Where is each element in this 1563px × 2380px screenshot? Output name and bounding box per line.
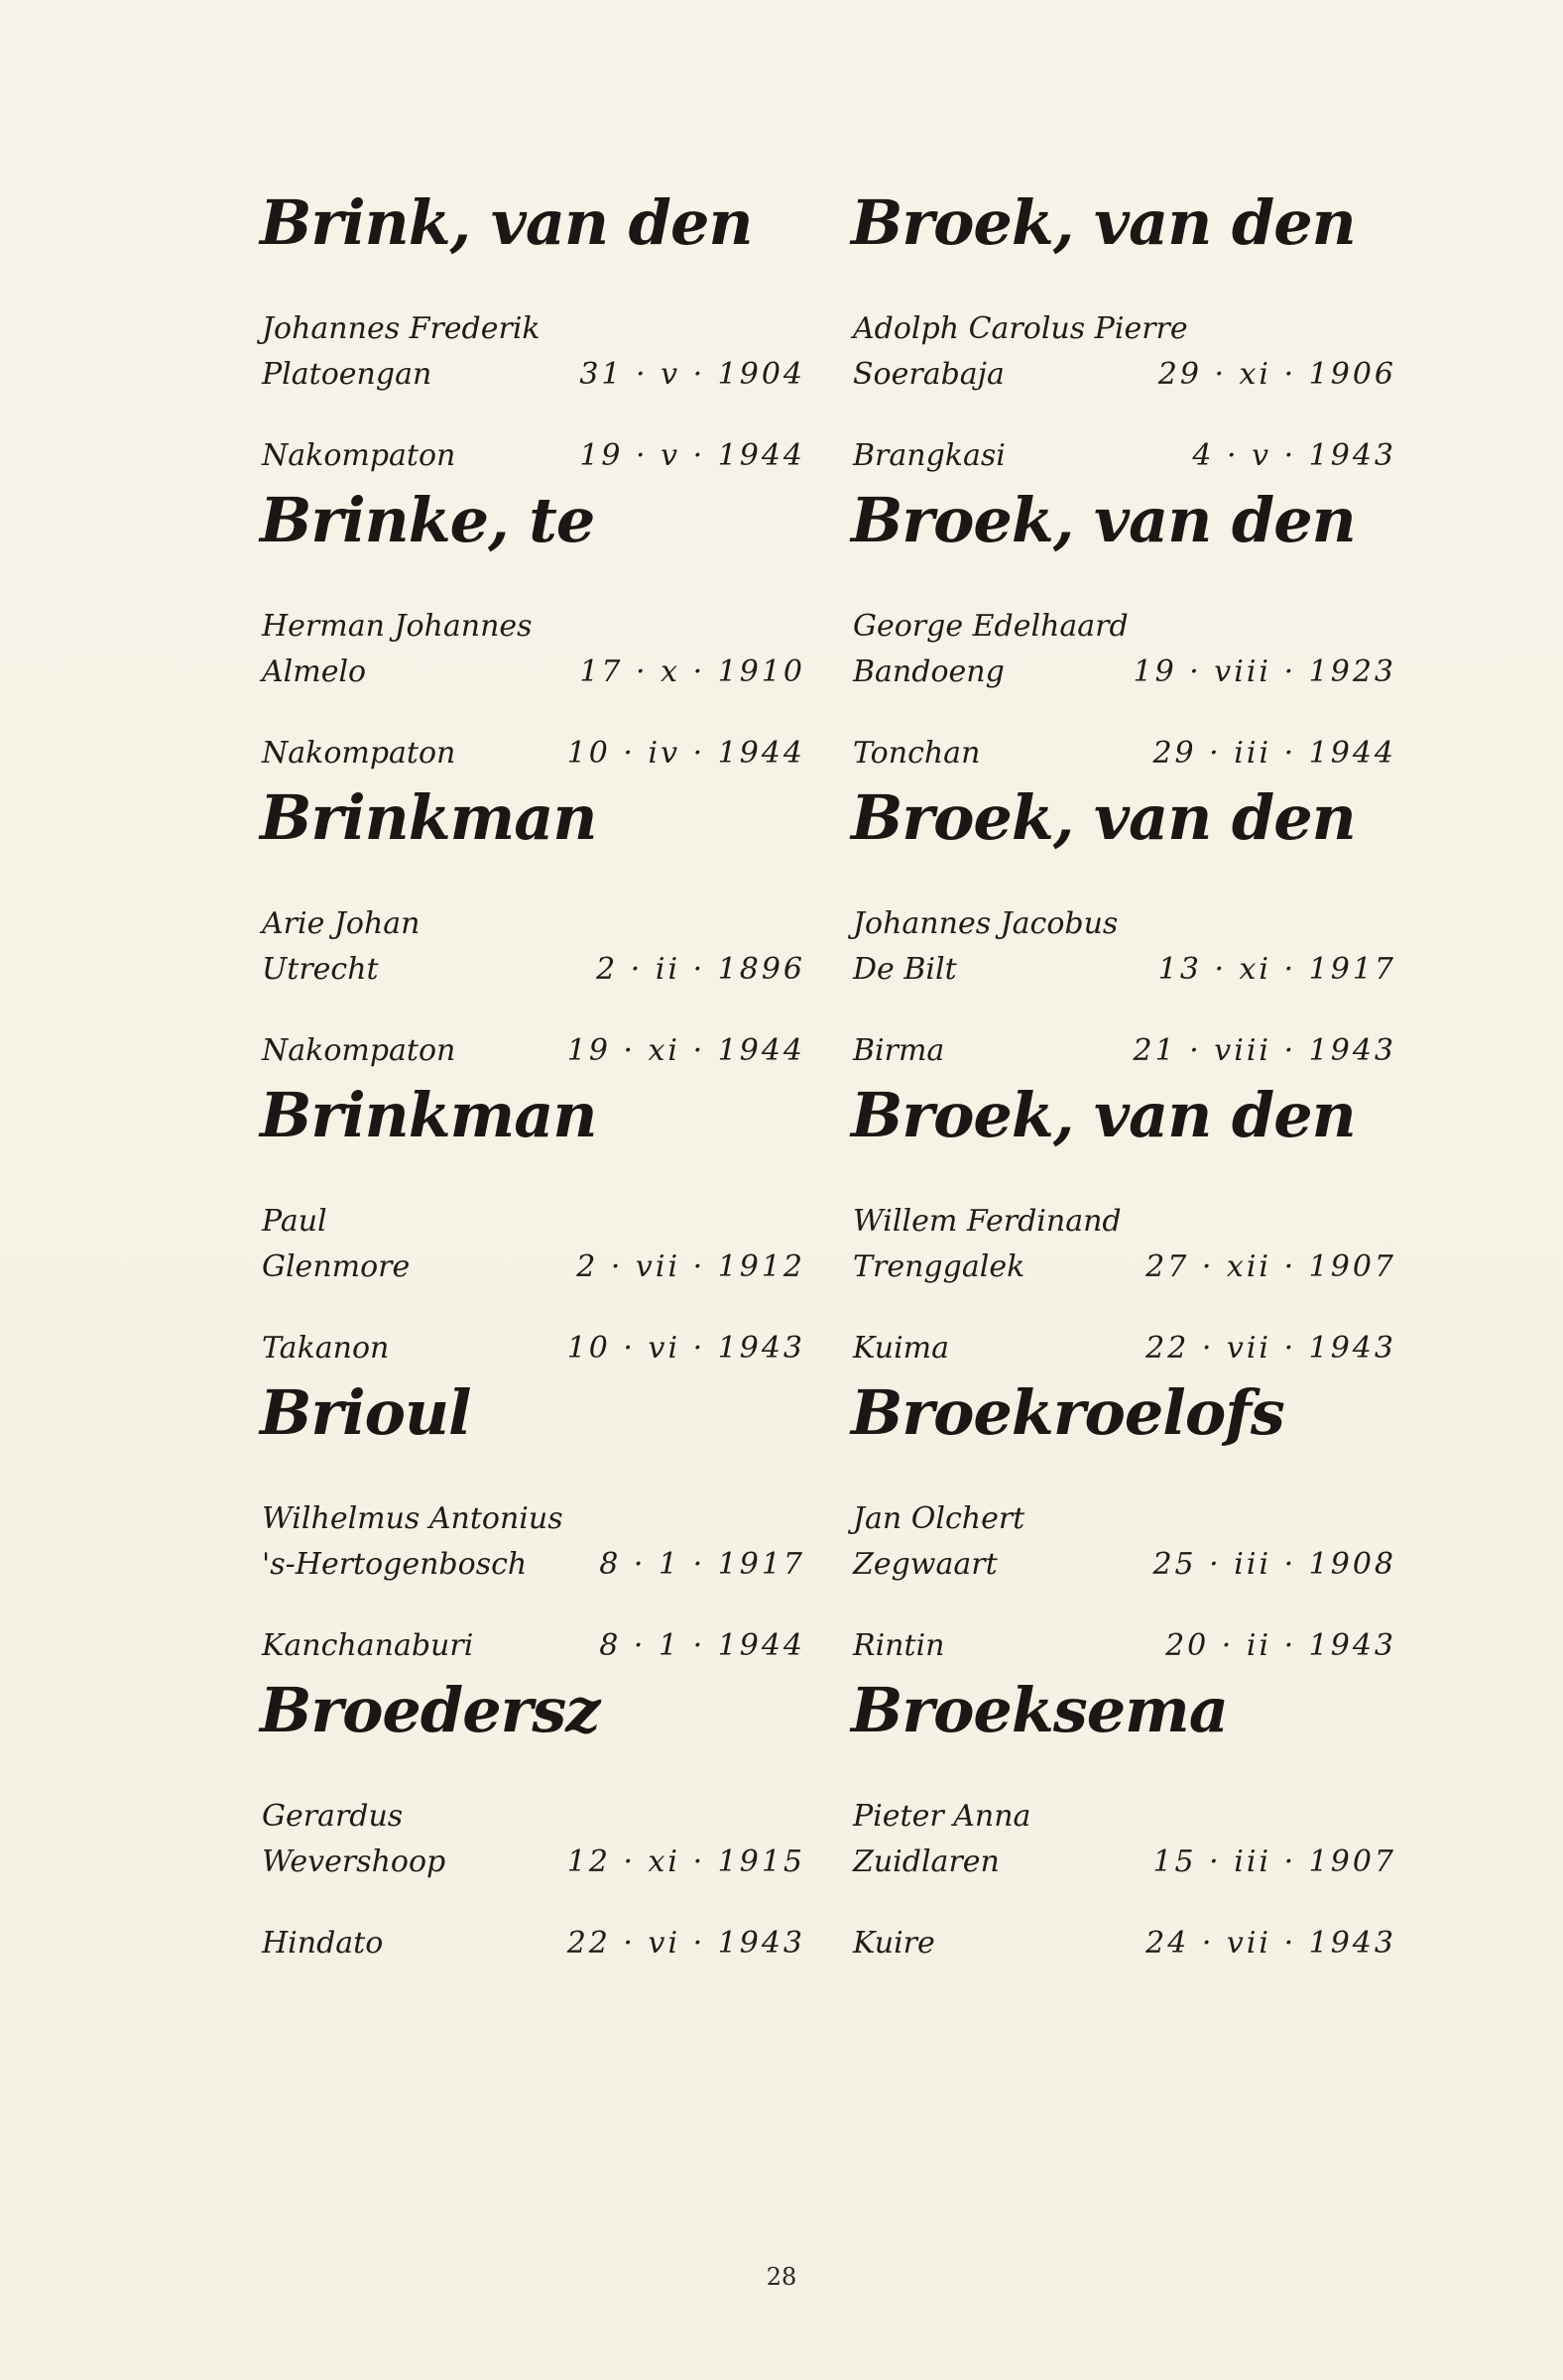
- given-names-text: Johannes Frederik: [262, 311, 541, 346]
- given-names-text: Arie Johan: [262, 906, 421, 941]
- birth-place: Platoengan: [262, 357, 432, 392]
- birth-date: 17 · x · 1910: [579, 654, 805, 689]
- death-place: Tonchan: [853, 736, 981, 771]
- death-place: Nakompaton: [262, 736, 456, 771]
- death-place: Takanon: [262, 1331, 390, 1366]
- birth-date: 29 · xi · 1906: [1157, 357, 1396, 392]
- surname: Broek, van den: [851, 781, 1356, 854]
- given-names-text: Adolph Carolus Pierre: [853, 311, 1188, 346]
- death-date: 22 · vi · 1943: [566, 1926, 805, 1961]
- death-date: 19 · v · 1944: [579, 438, 805, 473]
- birth-date: 12 · xi · 1915: [566, 1844, 805, 1879]
- death-place: Rintin: [853, 1628, 945, 1663]
- given-names-text: Paul: [262, 1204, 327, 1239]
- surname: Broeksema: [851, 1674, 1228, 1746]
- death-place: Birma: [853, 1033, 945, 1068]
- birth-date: 15 · iii · 1907: [1152, 1844, 1396, 1879]
- death-place: Nakompaton: [262, 438, 456, 473]
- death-place: Hindato: [262, 1926, 384, 1961]
- surname: Broek, van den: [851, 484, 1356, 556]
- birth-place: Utrecht: [262, 952, 379, 987]
- birth-place: Soerabaja: [853, 357, 1005, 392]
- birth-place: Trenggalek: [853, 1250, 1025, 1284]
- death-date: 24 · vii · 1943: [1145, 1926, 1396, 1961]
- surname: Broekroelofs: [851, 1376, 1284, 1449]
- birth-date: 13 · xi · 1917: [1157, 952, 1396, 987]
- surname: Broedersz: [260, 1674, 600, 1746]
- entry-left-0: [260, 178, 815, 476]
- death-place: Kuire: [853, 1926, 935, 1961]
- death-date: 10 · vi · 1943: [566, 1331, 805, 1366]
- given-names-text: Gerardus: [262, 1799, 404, 1834]
- death-date: 20 · ii · 1943: [1165, 1628, 1396, 1663]
- death-place: Kuima: [853, 1331, 950, 1366]
- entry-right-2: [851, 774, 1406, 1071]
- birth-place: 's-Hertogenbosch: [262, 1547, 528, 1582]
- death-place: Brangkasi: [853, 438, 1006, 473]
- birth-place: De Bilt: [853, 952, 957, 987]
- birth-date: 27 · xii · 1907: [1145, 1250, 1396, 1284]
- birth-date: 2 · vii · 1912: [576, 1250, 805, 1284]
- entry-right-5: [851, 1666, 1406, 1964]
- entry-right-4: [851, 1368, 1406, 1666]
- birth-place: Zegwaart: [853, 1547, 998, 1582]
- surname: Brinke, te: [260, 484, 595, 556]
- given-names-text: Johannes Jacobus: [853, 906, 1119, 941]
- death-date: 4 · v · 1943: [1192, 438, 1396, 473]
- death-date: 21 · viii · 1943: [1133, 1033, 1396, 1068]
- surname: Brioul: [260, 1376, 471, 1449]
- surname: Brinkman: [260, 1079, 597, 1151]
- entry-left-1: [260, 476, 815, 774]
- birth-place: Glenmore: [262, 1250, 411, 1284]
- given-names-text: Pieter Anna: [853, 1799, 1031, 1834]
- surname: Brinkman: [260, 781, 597, 854]
- entry-left-3: [260, 1071, 815, 1368]
- given-names-text: Jan Olchert: [853, 1501, 1025, 1536]
- entry-right-1: [851, 476, 1406, 774]
- page-number: 28: [766, 2263, 797, 2291]
- entry-left-5: [260, 1666, 815, 1964]
- entry-left-4: [260, 1368, 815, 1666]
- surname: Broek, van den: [851, 1079, 1356, 1151]
- right-column: [851, 178, 1406, 1964]
- birth-place: Almelo: [262, 654, 367, 689]
- death-date: 19 · xi · 1944: [566, 1033, 805, 1068]
- given-names-text: Wilhelmus Antonius: [262, 1501, 563, 1536]
- given-names-text: Willem Ferdinand: [853, 1204, 1122, 1239]
- given-names-text: George Edelhaard: [853, 609, 1129, 644]
- birth-date: 19 · viii · 1923: [1133, 654, 1396, 689]
- surname: Brink, van den: [260, 186, 753, 259]
- death-date: 10 · iv · 1944: [566, 736, 805, 771]
- death-date: 22 · vii · 1943: [1145, 1331, 1396, 1366]
- death-date: 29 · iii · 1944: [1152, 736, 1396, 771]
- death-date: 8 · 1 · 1944: [599, 1628, 805, 1663]
- entry-right-3: [851, 1071, 1406, 1368]
- birth-date: 8 · 1 · 1917: [599, 1547, 805, 1582]
- death-place: Kanchanaburi: [262, 1628, 474, 1663]
- birth-place: Zuidlaren: [853, 1844, 1000, 1879]
- given-names-text: Herman Johannes: [262, 609, 533, 644]
- left-column: [260, 178, 815, 1964]
- death-place: Nakompaton: [262, 1033, 456, 1068]
- entry-right-0: [851, 178, 1406, 476]
- entry-left-2: [260, 774, 815, 1071]
- birth-place: Wevershoop: [262, 1844, 446, 1879]
- surname: Broek, van den: [851, 186, 1356, 259]
- birth-date: 31 · v · 1904: [579, 357, 805, 392]
- birth-place: Bandoeng: [853, 654, 1005, 689]
- birth-date: 25 · iii · 1908: [1152, 1547, 1396, 1582]
- birth-date: 2 · ii · 1896: [596, 952, 805, 987]
